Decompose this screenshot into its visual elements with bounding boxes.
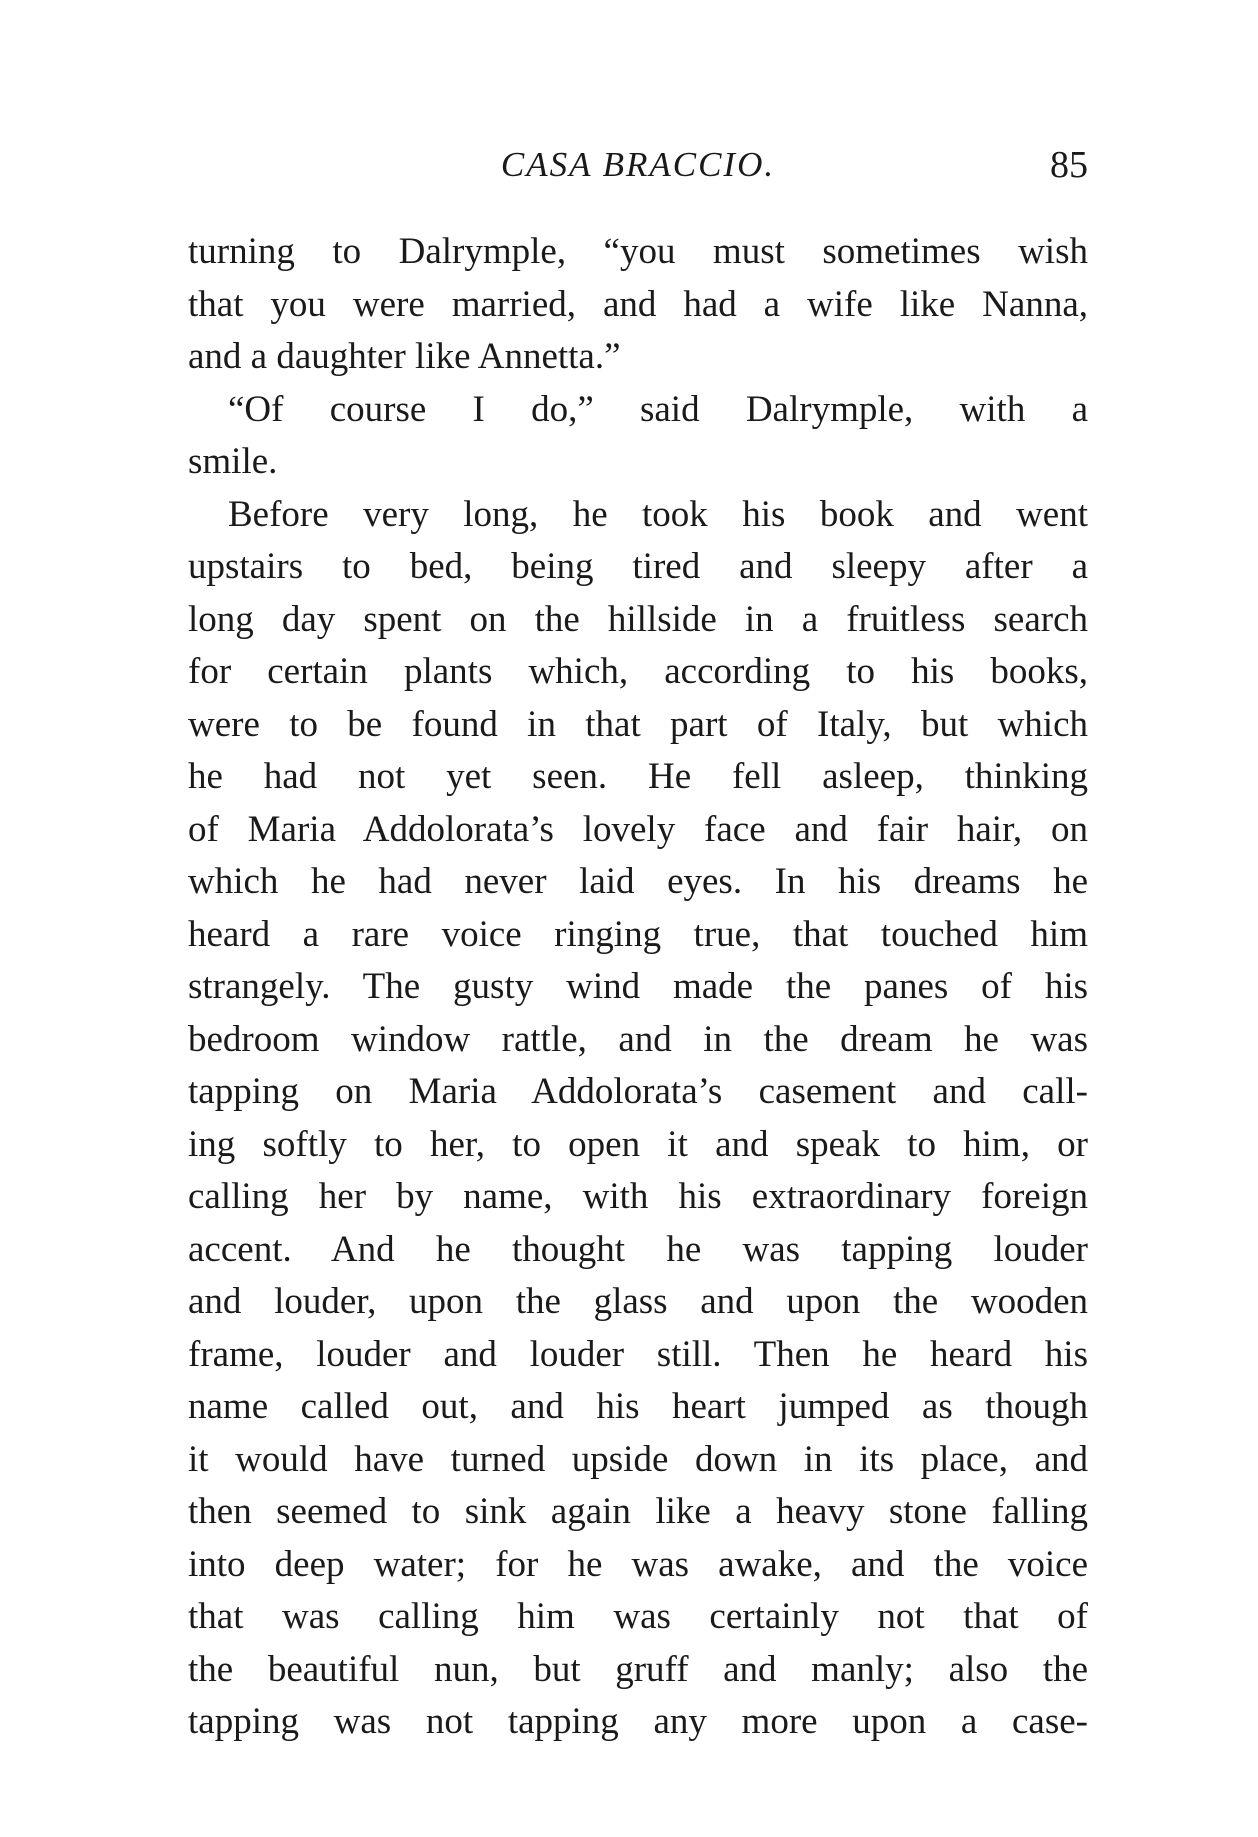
text-line: the beautiful nun, but gruff and manly; also the [188,1648,1088,1690]
text-line: turning to Dalrymple, “you must sometimes wish [188,231,1088,272]
text-line: he had not yet seen. He fell asleep, thinking [188,756,1088,797]
text-line: and a daughter like Annetta.” [188,336,621,377]
text-line: heard a rare voice ringing true, that touched him [188,913,1088,955]
running-title: CASA BRACCIO. [500,145,776,184]
text-line: tapping was not tapping any more upon a case- [188,1701,1088,1742]
text-line: then seemed to sink again like a heavy stone falling [188,1491,1088,1532]
text-line: and louder, upon the glass and upon the wooden [188,1281,1088,1322]
text-line: Before very long, he took his book and went [228,493,1088,535]
text-line: it would have turned upside down in its place, and [188,1438,1088,1480]
text-line: were to be found in that part of Italy, but which [188,703,1088,745]
text-line: name called out, and his heart jumped as though [188,1386,1088,1427]
text-line: long day spent on the hillside in a fruitless search [188,598,1088,640]
text-line: frame, louder and louder still. Then he heard his [188,1333,1088,1375]
running-head [188,140,1088,190]
text-line: that was calling him was certainly not that of [188,1596,1088,1637]
text-line: that you were married, and had a wife like Nanna, [188,283,1088,325]
text-line: strangely. The gusty wind made the panes of his [188,966,1088,1007]
text-line: calling her by name, with his extraordinary foreign [188,1176,1088,1217]
body-text [188,226,1088,1749]
text-line: “Of course I do,” said Dalrymple, with a [228,388,1088,430]
text-line: bedroom window rattle, and in the dream he was [188,1018,1088,1060]
text-line: for certain plants which, according to his books, [188,651,1088,692]
text-line: tapping on Maria Addolorata’s casement and call- [188,1071,1088,1112]
text-line: of Maria Addolorata’s lovely face and fair hair, on [188,808,1088,850]
text-line: into deep water; for he was awake, and the voice [188,1543,1088,1585]
page-number: 85 [1050,144,1088,186]
text-line: ing softly to her, to open it and speak to him, or [188,1123,1088,1165]
text-line: upstairs to bed, being tired and sleepy after a [188,546,1088,587]
text-line: smile. [188,441,278,482]
text-line: accent. And he thought he was tapping louder [188,1228,1088,1270]
text-line: which he had never laid eyes. In his dreams he [188,861,1088,902]
